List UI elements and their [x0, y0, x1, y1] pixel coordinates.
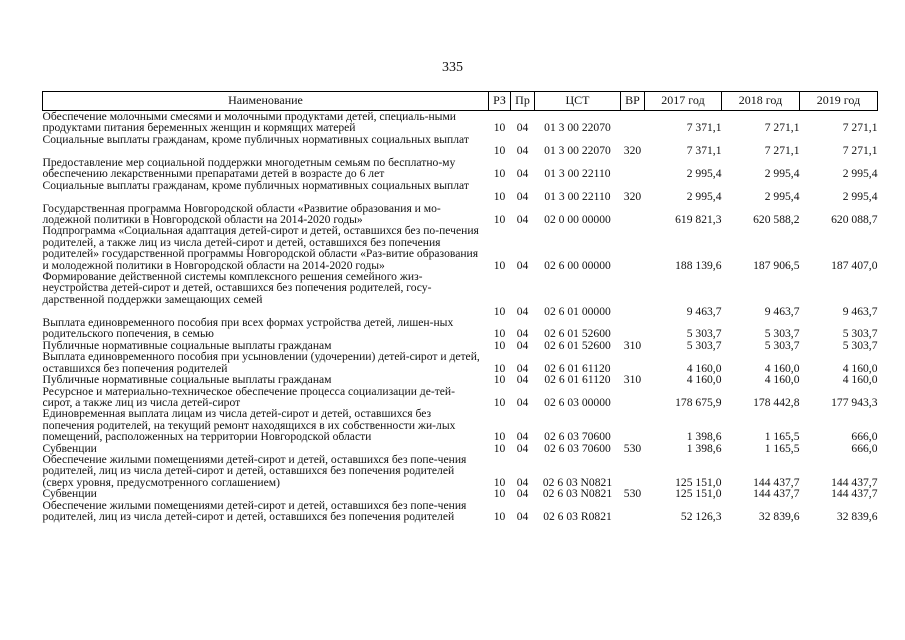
- cell-2019: 7 271,1: [842, 144, 878, 158]
- cell-2017: 7 371,1: [686, 121, 722, 135]
- cell-rz: 10: [493, 395, 506, 409]
- cell-pr: 04: [516, 441, 529, 455]
- cell-rz: 10: [493, 487, 506, 501]
- cell-vr: [621, 351, 645, 374]
- cell-vr: 320: [623, 190, 642, 204]
- cell-pr: 04: [516, 361, 529, 375]
- cell-2019: 666,0: [851, 441, 878, 455]
- header-2018: 2018 год: [722, 92, 800, 111]
- cell-cst: 01 3 00 22110: [544, 190, 611, 204]
- cell-rz: 10: [493, 327, 506, 341]
- cell-cst: 02 6 03 N0821: [542, 475, 613, 489]
- cell-rz: 10: [493, 121, 506, 135]
- table-row: [43, 134, 878, 157]
- cell-name: Единовременная выплата лицам из числа детей-сирот и детей, оставшихся без попечения родителей, на текущий ремонт находящихся в их собственности жи-лых помещений, расположенных на территории Новгородской области: [42, 407, 456, 444]
- cell-name: Социальные выплаты гражданам, кроме публичных нормативных социальных выплат: [42, 132, 469, 146]
- cell-vr: [621, 500, 645, 523]
- table-row: [43, 157, 878, 180]
- table-row: [43, 488, 878, 499]
- cell-vr: 320: [623, 144, 642, 158]
- table-row: [43, 454, 878, 488]
- cell-name: Обеспечение молочными смесями и молочными продуктами детей, специаль-ными продуктами питания беременных женщин и кормящих матерей: [42, 110, 456, 135]
- cell-2019: 2 995,4: [842, 167, 878, 181]
- table-row: [43, 203, 878, 226]
- cell-2018: 5 303,7: [764, 338, 800, 352]
- cell-cst: 02 6 01 52600: [544, 327, 611, 341]
- cell-2018: 144 437,7: [753, 487, 800, 501]
- cell-2019: 7 271,1: [842, 121, 878, 135]
- cell-2017: 2 995,4: [686, 190, 722, 204]
- cell-2019: 144 437,7: [831, 475, 878, 489]
- cell-pr: 04: [516, 475, 529, 489]
- header-cst: ЦСТ: [535, 92, 621, 111]
- cell-2018: 4 160,0: [764, 373, 800, 387]
- cell-name: Выплата единовременного пособия при усыновлении (удочерении) детей-сирот и детей, оставшихся без попечения родителей: [42, 350, 480, 375]
- cell-cst: 01 3 00 22070: [544, 144, 611, 158]
- cell-rz: 10: [493, 258, 506, 272]
- cell-cst: 02 6 01 00000: [544, 304, 611, 318]
- cell-2017: 4 160,0: [686, 373, 722, 387]
- cell-2017: 9 463,7: [686, 304, 722, 318]
- cell-2018: 620 588,2: [753, 213, 800, 227]
- cell-rz: 10: [493, 144, 506, 158]
- cell-2019: 5 303,7: [842, 327, 878, 341]
- header-pr: Пр: [511, 92, 535, 111]
- cell-2018: 178 442,8: [753, 395, 800, 409]
- table-row: [43, 271, 878, 317]
- table-row: [43, 408, 878, 442]
- cell-2017: 1 398,6: [686, 430, 722, 444]
- cell-2017: 7 371,1: [686, 144, 722, 158]
- header-rz: РЗ: [489, 92, 511, 111]
- header-2017: 2017 год: [645, 92, 722, 111]
- cell-cst: 02 6 01 61120: [544, 361, 611, 375]
- cell-cst: 02 6 00 00000: [544, 258, 611, 272]
- table-row: [43, 386, 878, 409]
- cell-pr: 04: [516, 373, 529, 387]
- cell-pr: 04: [516, 144, 529, 158]
- cell-rz: 10: [493, 304, 506, 318]
- page-number: 335: [442, 60, 463, 75]
- cell-name: Субвенции: [42, 487, 97, 501]
- table-row: [43, 351, 878, 374]
- cell-2018: 7 271,1: [764, 121, 800, 135]
- cell-2017: 4 160,0: [686, 361, 722, 375]
- cell-name: Ресурсное и материально-техническое обеспечение процесса социализации де-тей-сирот, а также лиц из числа детей-сирот: [42, 384, 455, 409]
- cell-vr: [621, 271, 645, 317]
- cell-2019: 4 160,0: [842, 373, 878, 387]
- cell-pr: 04: [516, 430, 529, 444]
- cell-pr: 04: [516, 338, 529, 352]
- cell-pr: 04: [516, 213, 529, 227]
- cell-vr: 310: [623, 373, 642, 387]
- table-row: [43, 111, 878, 134]
- cell-2018: 4 160,0: [764, 361, 800, 375]
- cell-name: Субвенции: [42, 441, 97, 455]
- cell-vr: [621, 203, 645, 226]
- cell-2018: 5 303,7: [764, 327, 800, 341]
- cell-2019: 5 303,7: [842, 338, 878, 352]
- cell-cst: 02 6 03 70600: [544, 441, 611, 455]
- cell-vr: [621, 454, 645, 488]
- table-row: [43, 317, 878, 340]
- cell-2019: 2 995,4: [842, 190, 878, 204]
- table-row: [43, 374, 878, 385]
- cell-2018: 144 437,7: [753, 475, 800, 489]
- cell-vr: [621, 386, 645, 409]
- cell-pr: 04: [516, 190, 529, 204]
- cell-vr: [621, 111, 645, 134]
- cell-name: Обеспечение жилыми помещениями детей-сирот и детей, оставшихся без попе-чения родителей, лиц из числа детей-сирот и детей, оставшихся без попечения родителей (сверх уровня, предусмотренного соглашением): [42, 452, 467, 489]
- cell-pr: 04: [516, 327, 529, 341]
- cell-2017: 2 995,4: [686, 167, 722, 181]
- cell-cst: 01 3 00 22070: [544, 121, 611, 135]
- cell-vr: 310: [623, 338, 642, 352]
- cell-2019: 177 943,3: [831, 395, 878, 409]
- cell-vr: [621, 225, 645, 271]
- cell-2017: 178 675,9: [675, 395, 722, 409]
- cell-pr: 04: [516, 487, 529, 501]
- cell-name: Формирование действенной системы комплексного решения семейного жиз-неустройства детей-сирот и детей, оставшихся без попечения родителей, госу-дарственной поддержки замещающих семей: [42, 270, 432, 306]
- cell-rz: 10: [493, 213, 506, 227]
- cell-2019: 32 839,6: [836, 509, 878, 523]
- cell-2017: 619 821,3: [675, 213, 722, 227]
- cell-pr: 04: [516, 121, 529, 135]
- cell-name: Подпрограмма «Социальная адаптация детей-сирот и детей, оставшихся без по-печения родителей, а также лиц из числа детей-сирот и детей, оставшихся без попечения родителей» государственной программы Новгородской области «Раз-витие образования и молодежной политики в Новгородской области на 2014-2020 годы»: [42, 224, 479, 272]
- cell-rz: 10: [493, 338, 506, 352]
- cell-2018: 187 906,5: [753, 258, 800, 272]
- cell-pr: 04: [516, 304, 529, 318]
- cell-vr: 530: [623, 441, 642, 455]
- cell-2019: 144 437,7: [831, 487, 878, 501]
- cell-2017: 5 303,7: [686, 338, 722, 352]
- cell-rz: 10: [493, 475, 506, 489]
- cell-cst: 02 6 03 N0821: [542, 487, 613, 501]
- cell-name: Социальные выплаты гражданам, кроме публичных нормативных социальных выплат: [42, 178, 469, 192]
- cell-cst: 02 6 03 70600: [544, 430, 611, 444]
- cell-rz: 10: [493, 430, 506, 444]
- cell-2019: 187 407,0: [831, 258, 878, 272]
- cell-2018: 2 995,4: [764, 190, 800, 204]
- cell-2019: 4 160,0: [842, 361, 878, 375]
- cell-rz: 10: [493, 361, 506, 375]
- table-row: [43, 500, 878, 523]
- table-header-row: [43, 92, 878, 111]
- cell-pr: 04: [516, 167, 529, 181]
- cell-2018: 1 165,5: [764, 430, 800, 444]
- cell-name: Государственная программа Новгородской области «Развитие образования и мо-лодежной политики в Новгородской области на 2014-2020 годы»: [42, 201, 441, 227]
- cell-2018: 2 995,4: [764, 167, 800, 181]
- budget-table: [42, 91, 878, 522]
- cell-rz: 10: [493, 373, 506, 387]
- cell-pr: 04: [516, 395, 529, 409]
- cell-name: Обеспечение жилыми помещениями детей-сирот и детей, оставшихся без попе-чения родителей, лиц из числа детей-сирот и детей, оставшихся без попечения родителей: [42, 498, 467, 523]
- cell-cst: 02 6 03 00000: [544, 395, 611, 409]
- cell-2019: 620 088,7: [831, 213, 878, 227]
- cell-name: Предоставление мер социальной поддержки многодетным семьям по бесплатно-му обеспечению лекарственными препаратами детей в возрасте до 6 лет: [42, 155, 456, 181]
- cell-2019: 666,0: [851, 430, 878, 444]
- cell-rz: 10: [493, 441, 506, 455]
- cell-rz: 10: [493, 190, 506, 204]
- cell-2017: 1 398,6: [686, 441, 722, 455]
- table-row: [43, 180, 878, 203]
- cell-name: Выплата единовременного пособия при всех формах устройства детей, лишен-ных родительского попечения, в семью: [42, 316, 454, 341]
- cell-2018: 32 839,6: [758, 509, 800, 523]
- cell-2017: 52 126,3: [680, 509, 722, 523]
- cell-cst: 02 6 03 R0821: [543, 509, 612, 523]
- table-row: [43, 225, 878, 271]
- cell-cst: 02 0 00 00000: [544, 213, 611, 227]
- cell-2018: 9 463,7: [764, 304, 800, 318]
- cell-2019: 9 463,7: [842, 304, 878, 318]
- cell-pr: 04: [516, 509, 529, 523]
- cell-2018: 1 165,5: [764, 441, 800, 455]
- cell-vr: [621, 157, 645, 180]
- cell-cst: 01 3 00 22110: [544, 167, 611, 181]
- cell-vr: [621, 408, 645, 442]
- cell-2017: 125 151,0: [675, 487, 722, 501]
- cell-2017: 188 139,6: [675, 258, 722, 272]
- cell-rz: 10: [493, 509, 506, 523]
- header-2019: 2019 год: [800, 92, 878, 111]
- cell-2017: 5 303,7: [686, 327, 722, 341]
- cell-vr: [621, 317, 645, 340]
- cell-name: Публичные нормативные социальные выплаты гражданам: [42, 338, 332, 352]
- cell-pr: 04: [516, 258, 529, 272]
- cell-2018: 7 271,1: [764, 144, 800, 158]
- header-name: Наименование: [43, 92, 489, 111]
- cell-name: Публичные нормативные социальные выплаты гражданам: [42, 373, 332, 387]
- cell-cst: 02 6 01 52600: [544, 338, 611, 352]
- header-vr: ВР: [621, 92, 645, 111]
- table-body: [43, 111, 878, 523]
- cell-vr: 530: [623, 487, 642, 501]
- cell-rz: 10: [493, 167, 506, 181]
- cell-2017: 125 151,0: [675, 475, 722, 489]
- cell-cst: 02 6 01 61120: [544, 373, 611, 387]
